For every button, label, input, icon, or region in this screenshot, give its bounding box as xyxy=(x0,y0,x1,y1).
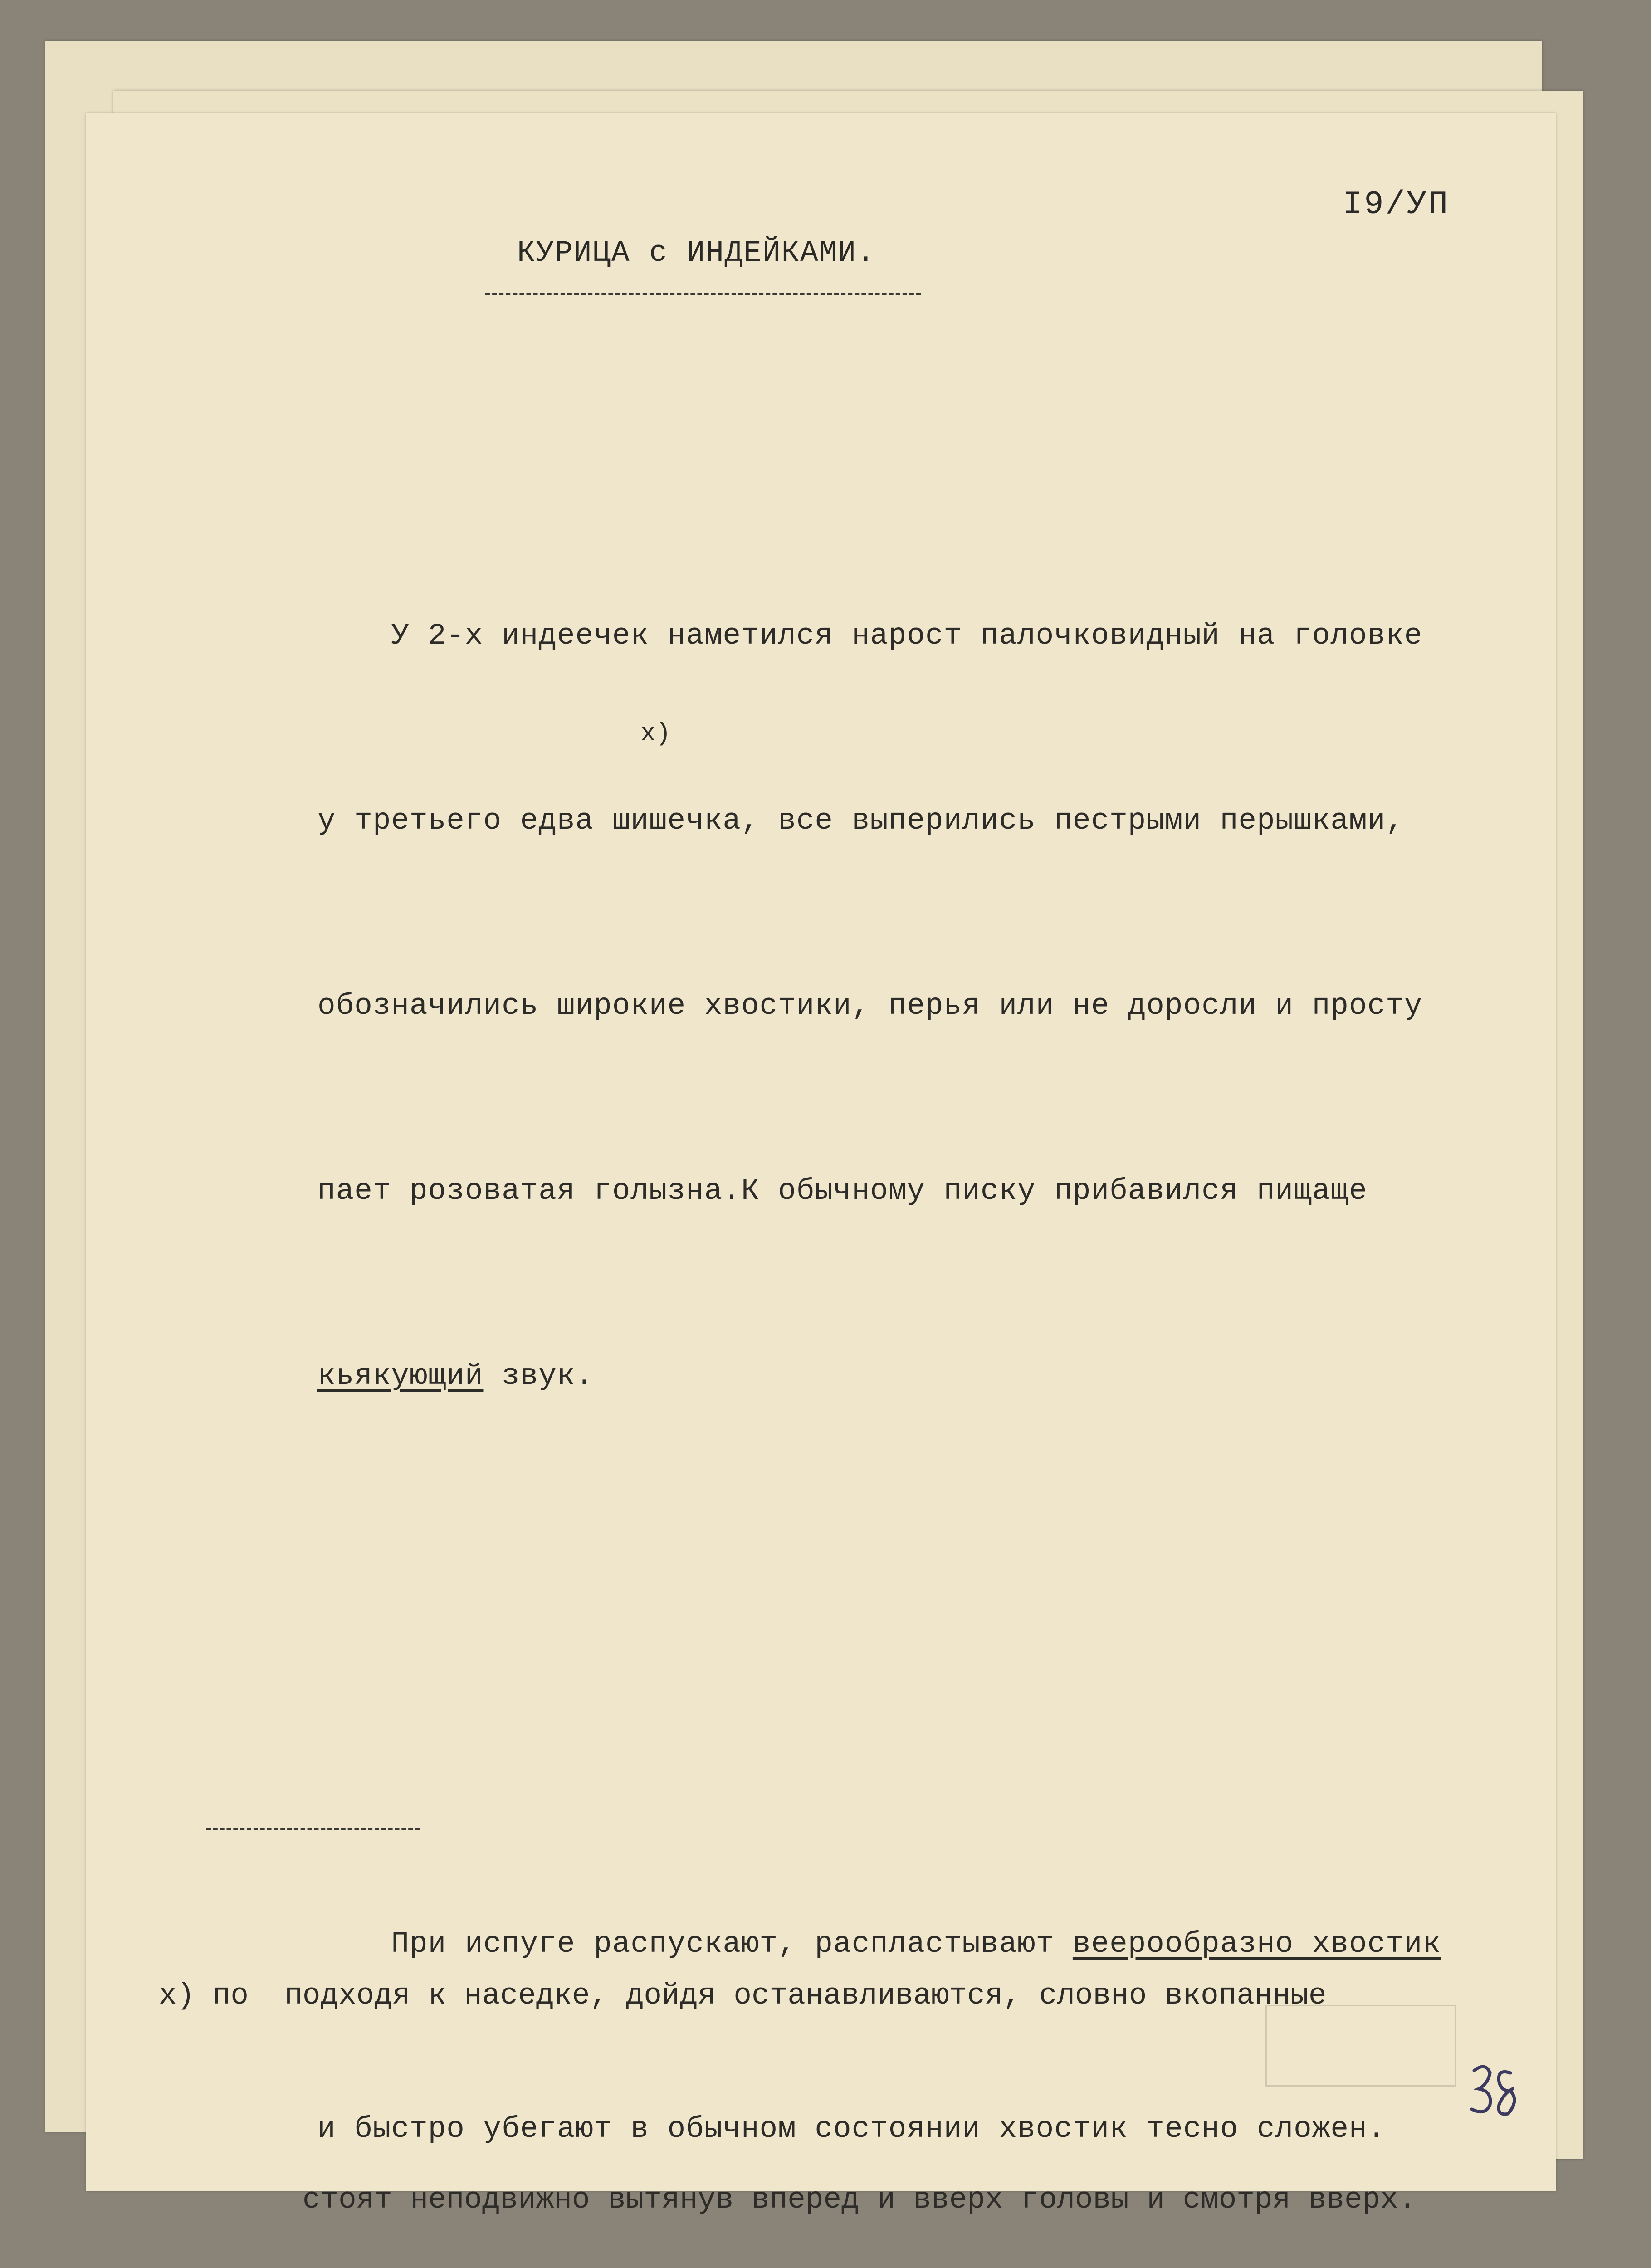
title-underline xyxy=(485,293,921,295)
document-title: КУРИЦА с ИНДЕЙКАМИ. xyxy=(517,236,876,270)
underlined-phrase: веерообразно хвостик xyxy=(1072,1927,1441,1961)
footnote-line: стоят неподвижно вытянув вперед и вверх головы и смотря вверх. xyxy=(159,2183,1417,2217)
text-line xyxy=(318,1345,1551,1407)
faded-archive-stamp xyxy=(1265,2005,1456,2087)
footnote-marker: x) xyxy=(640,719,671,748)
paragraph-1 xyxy=(318,482,1551,1530)
footnote-line: x) по подходя к наседке, дойдя останавливаются, словно вкопанные xyxy=(159,1979,1327,2013)
folio-number xyxy=(1465,2059,1524,2123)
text-line: У 2-х индеечек наметился нарост палочковидный на головке xyxy=(318,619,1423,653)
footnote xyxy=(159,1826,1416,2268)
underlined-word: кьякующий xyxy=(318,1359,484,1393)
text-line: у третьего едва шишечка, все выперились пестрыми перышками, xyxy=(318,804,1404,838)
text-fragment: звук. xyxy=(483,1359,594,1393)
text-line: и быстро убегают в обычном состоянии хвостик тесно сложен. xyxy=(318,2112,1386,2146)
text-fragment: При испуге распускают, распластывают xyxy=(318,1927,1073,1961)
text-line: обозначились широкие хвостики, перья или не доросли и просту xyxy=(318,989,1423,1023)
text-line: пает розоватая голызна.К обычному писку прибавился пищаще xyxy=(318,1174,1368,1208)
page-number: I9/УП xyxy=(1343,186,1450,223)
